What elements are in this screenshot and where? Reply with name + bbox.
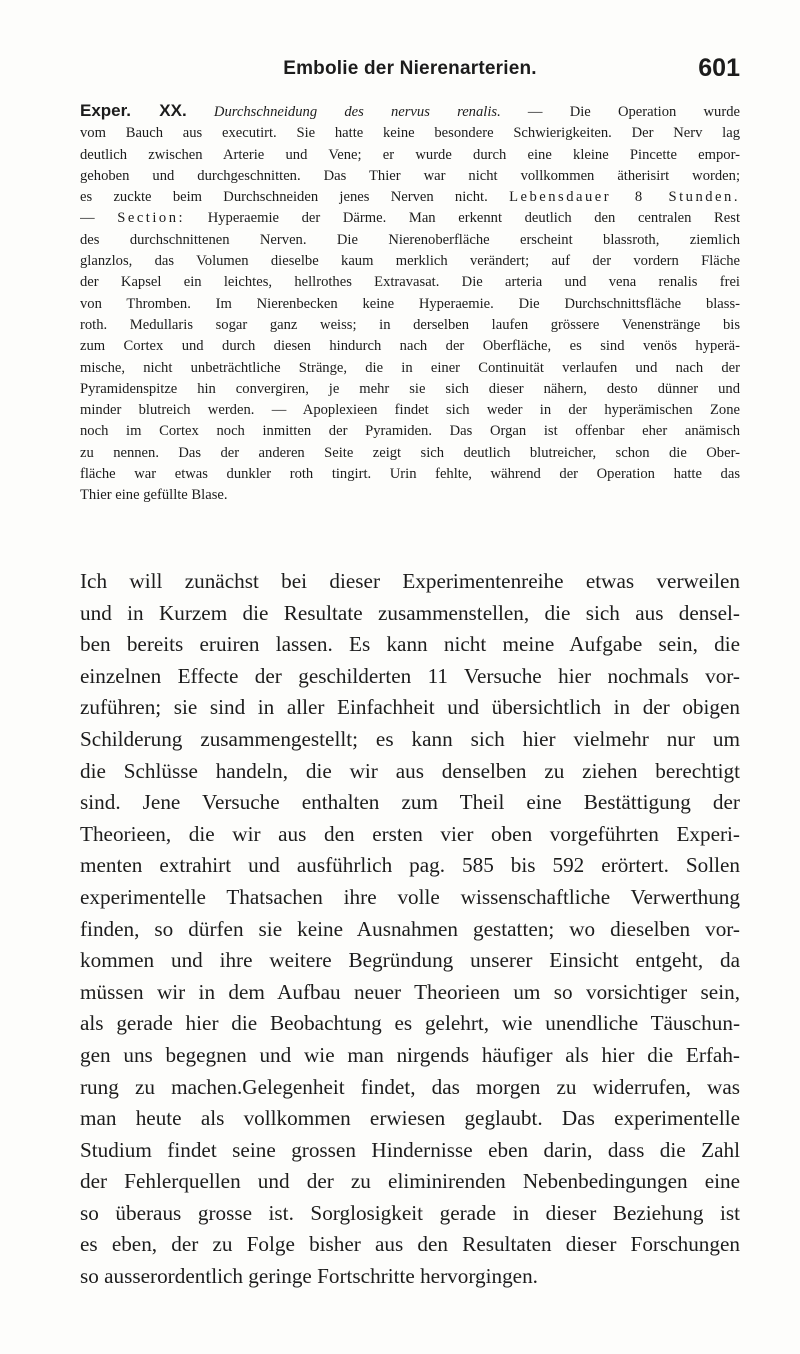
experiment-title: Durchschneidung des nervus renalis. bbox=[213, 104, 501, 120]
text-line: Thier eine gefüllte Blase. bbox=[80, 487, 228, 504]
text-line: zuführen; sie sind in aller Einfachheit und übersichtlich in der obigen bbox=[80, 695, 740, 720]
text-line: ben bereits eruiren lassen. Es kann nicht meine Aufgabe sein, die bbox=[80, 632, 740, 657]
text-line: deutlich zwischen Arterie und Vene; er wurde durch eine kleine Pincette empor- bbox=[80, 146, 740, 163]
text-line: finden, so dürfen sie keine Ausnahmen gestatten; wo dieselben vor- bbox=[80, 916, 740, 941]
text-line: einzelnen Effecte der geschilderten 11 Versuche hier nochmals vor- bbox=[80, 663, 740, 688]
running-head: Embolie der Nierenarterien. bbox=[283, 58, 537, 79]
text-line: gehoben und durchgeschnitten. Das Thier war nicht vollkommen ätherisirt worden; bbox=[80, 167, 740, 184]
text-line: Theorieen, die wir aus den ersten vier oben vorgeführten Experi- bbox=[80, 821, 740, 846]
text-line: menten extrahirt und ausführlich pag. 585 bis 592 erörtert. Sollen bbox=[80, 853, 740, 878]
text-line: zu nennen. Das der anderen Seite zeigt sich deutlich blutreicher, schon die Ober- bbox=[80, 444, 740, 461]
text-line: Schilderung zusammengestellt; es kann sich hier vielmehr nur um bbox=[80, 726, 740, 751]
text-line: vom Bauch aus executirt. Sie hatte keine besondere Schwierigkeiten. Der Nerv lag bbox=[80, 125, 740, 142]
text-line: Pyramidenspitze hin convergiren, je mehr sie sich dieser nähern, desto dünner und bbox=[80, 380, 740, 397]
text-line: roth. Medullaris sogar ganz weiss; in derselben laufen grössere Venenstränge bis bbox=[80, 316, 740, 333]
text-line: man heute als vollkommen erwiesen geglaubt. Das experimentelle bbox=[80, 1106, 740, 1131]
text-line: des durchschnittenen Nerven. Die Nierenoberfläche erscheint blassroth, ziemlich bbox=[80, 231, 740, 248]
text-line: der Fehlerquellen und der zu eliminirenden Nebenbedingungen eine bbox=[80, 1169, 740, 1194]
text-line: experimentelle Thatsachen ihre volle wissenschaftliche Verwerthung bbox=[80, 884, 740, 909]
page-header bbox=[80, 54, 740, 88]
text-line: so überaus grosse ist. Sorglosigkeit gerade in dieser Beziehung ist bbox=[80, 1200, 740, 1225]
text-fragment: es zuckte beim Durchschneiden jenes Nerven nicht. bbox=[80, 189, 488, 206]
text-line: gen uns begegnen und wie man nirgends häufiger als hier die Erfah- bbox=[80, 1042, 740, 1067]
text-line: zum Cortex und durch diesen hindurch nach der Oberfläche, es sind venös hyperä- bbox=[80, 338, 740, 355]
text-line: glanzlos, das Volumen dieselbe kaum merklich verändert; auf der vordern Fläche bbox=[80, 253, 740, 270]
text-line: kommen und ihre weitere Begründung unserer Einsicht entgeht, da bbox=[80, 948, 740, 973]
text-line: Studium findet seine grossen Hindernisse eben darin, dass die Zahl bbox=[80, 1137, 740, 1162]
text-line: Ich will zunächst bei dieser Experimentenreihe etwas verweilen bbox=[80, 569, 740, 593]
text-line: so ausserordentlich geringe Fortschritte hervorgingen. bbox=[80, 1264, 538, 1289]
text-line: als gerade hier die Beobachtung es gelehrt, wie unendliche Täuschun- bbox=[80, 1011, 740, 1036]
section-label: Section: bbox=[117, 210, 186, 227]
experiment-report bbox=[80, 100, 740, 507]
text-line: die Schlüsse handeln, die wir aus denselben zu ziehen berechtigt bbox=[80, 758, 740, 783]
discussion-paragraph bbox=[80, 566, 740, 1293]
text-line bbox=[80, 208, 740, 229]
page-number: 601 bbox=[698, 54, 740, 82]
text-line: rung zu machen.Gelegenheit findet, das morgen zu widerrufen, was bbox=[80, 1074, 740, 1099]
text-line: sind. Jene Versuche enthalten zum Theil eine Bestättigung der bbox=[80, 790, 740, 815]
text-line: müssen wir in dem Aufbau neuer Theorieen um so vorsichtiger sein, bbox=[80, 979, 740, 1004]
experiment-label: Exper. XX. bbox=[80, 101, 187, 120]
text-line: von Thromben. Im Nierenbecken keine Hyperaemie. Die Durchschnittsfläche blass- bbox=[80, 295, 740, 312]
text-fragment: — Die Operation wurde bbox=[500, 104, 740, 120]
text-line: mische, nicht unbeträchtliche Stränge, die in einer Continuität verlaufen und nach der bbox=[80, 359, 740, 376]
text-line: es eben, der zu Folge bisher aus den Resultaten dieser Forschungen bbox=[80, 1232, 740, 1257]
text-line: fläche war etwas dunkler roth tingirt. Urin fehlte, während der Operation hatte das bbox=[80, 466, 740, 483]
text-line bbox=[80, 187, 740, 208]
text-line: minder blutreich werden. — Apoplexieen findet sich weder in der hyperämischen Zone bbox=[80, 402, 740, 419]
lifespan: Lebensdauer 8 Stunden. bbox=[509, 189, 740, 206]
text-line: und in Kurzem die Resultate zusammenstellen, die sich aus densel- bbox=[80, 600, 740, 625]
text-line: der Kapsel ein leichtes, hellrothes Extravasat. Die arteria und vena renalis frei bbox=[80, 274, 740, 291]
text-line bbox=[80, 100, 740, 123]
text-fragment: Hyperaemie der Därme. Man erkennt deutlich den centralen Rest bbox=[185, 210, 740, 227]
text-fragment: — bbox=[80, 210, 95, 227]
text-line: noch im Cortex noch inmitten der Pyramiden. Das Organ ist offenbar eher anämisch bbox=[80, 423, 740, 440]
